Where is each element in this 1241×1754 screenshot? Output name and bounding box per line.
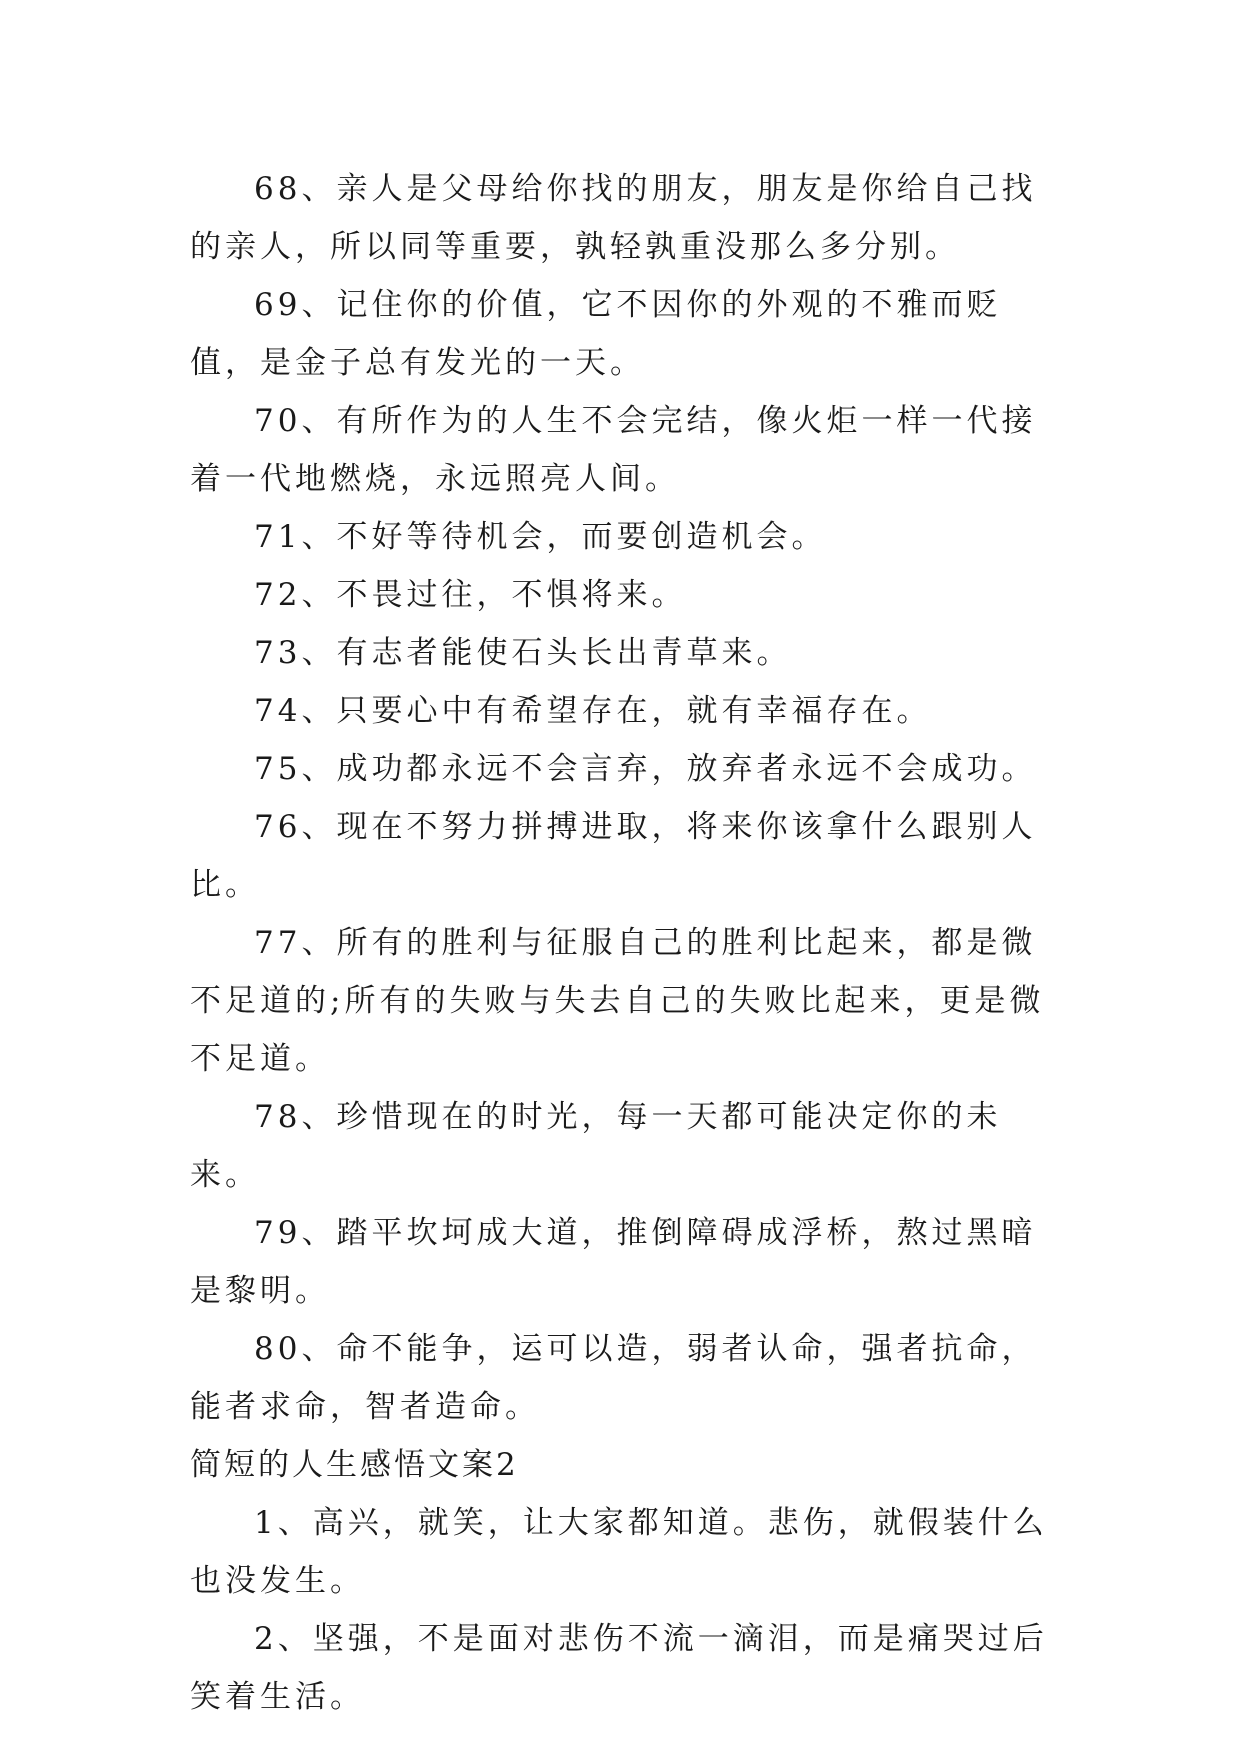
paragraph-77: 77、所有的胜利与征服自己的胜利比起来，都是微不足道的;所有的失败与失去自己的失败比起来，更是微不足道。 xyxy=(190,925,1045,1077)
paragraph-2: 2、坚强，不是面对悲伤不流一滴泪，而是痛哭过后笑着生活。 xyxy=(190,1621,1048,1715)
paragraph-72: 72、不畏过往，不惧将来。 xyxy=(254,577,687,613)
paragraph-75: 75、成功都永远不会言弃，放弃者永远不会成功。 xyxy=(254,751,1037,787)
paragraph-71: 71、不好等待机会，而要创造机会。 xyxy=(254,519,827,555)
paragraph-76: 76、现在不努力拼搏进取，将来你该拿什么跟别人比。 xyxy=(190,809,1037,903)
paragraph-69: 69、记住你的价值，它不因你的外观的不雅而贬值，是金子总有发光的一天。 xyxy=(190,287,1002,381)
paragraph-68: 68、亲人是父母给你找的朋友，朋友是你给自己找的亲人，所以同等重要，孰轻孰重没那么多分别。 xyxy=(190,171,1037,265)
paragraph-1: 1、高兴，就笑，让大家都知道。悲伤，就假装什么也没发生。 xyxy=(190,1505,1048,1599)
paragraph-80: 80、命不能争，运可以造，弱者认命，强者抗命，能者求命，智者造命。 xyxy=(190,1331,1037,1425)
paragraph-79: 79、踏平坎坷成大道，推倒障碍成浮桥，熬过黑暗是黎明。 xyxy=(190,1215,1037,1309)
paragraph-78: 78、珍惜现在的时光，每一天都可能决定你的未来。 xyxy=(190,1099,1002,1193)
paragraph-73: 73、有志者能使石头长出青草来。 xyxy=(254,635,792,671)
section-heading: 简短的人生感悟文案2 xyxy=(190,1447,519,1483)
paragraph-74: 74、只要心中有希望存在，就有幸福存在。 xyxy=(254,693,932,729)
document-body xyxy=(190,160,1060,1726)
paragraph-70: 70、有所作为的人生不会完结，像火炬一样一代接着一代地燃烧，永远照亮人间。 xyxy=(190,403,1037,497)
